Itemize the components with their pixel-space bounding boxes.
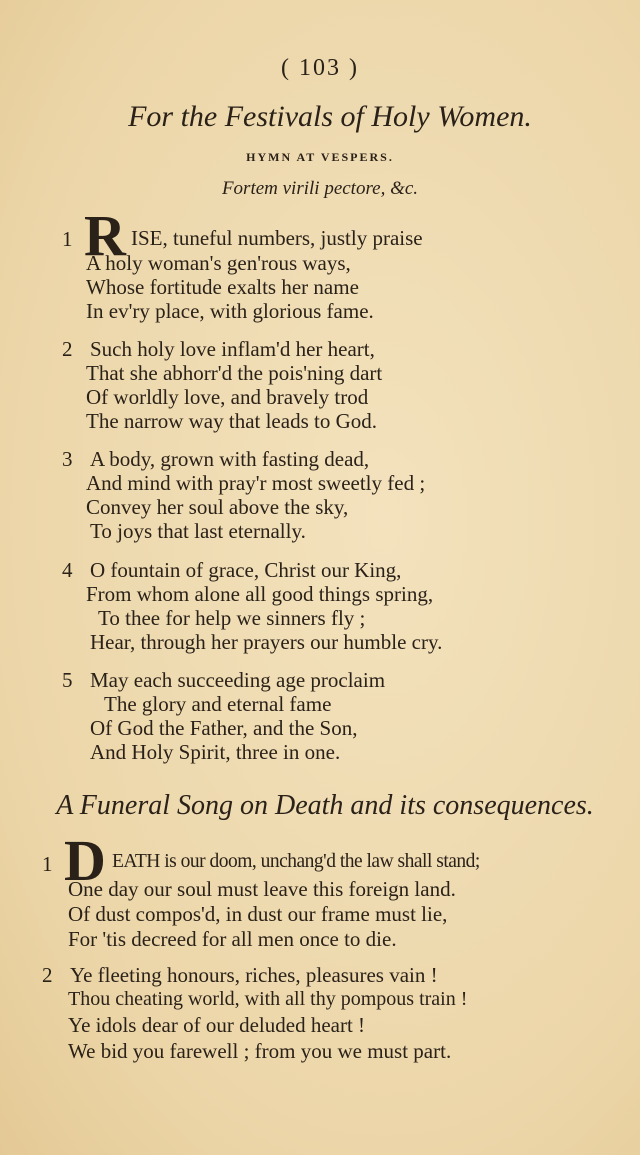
stanza-line: And Holy Spirit, three in one. xyxy=(90,740,341,764)
stanza-line: Thou cheating world, with all thy pompous train ! xyxy=(68,988,468,1010)
stanza-line: In ev'ry place, with glorious fame. xyxy=(86,299,374,323)
stanza-line: For 'tis decreed for all men once to die. xyxy=(68,927,397,951)
stanza-line: Such holy love inflam'd her heart, xyxy=(90,337,375,361)
stanza-line: Of dust compos'd, in dust our frame must lie, xyxy=(68,902,448,926)
stanza-number: 4 xyxy=(62,558,73,582)
stanza-line: A body, grown with fasting dead, xyxy=(90,447,370,471)
latin-incipit: Fortem virili pectore, &c. xyxy=(221,178,419,199)
stanza-line: One day our soul must leave this foreign land. xyxy=(68,877,456,901)
section-title-holy-women: For the Festivals of Holy Women. xyxy=(128,100,532,133)
stanza-line: Hear, through her prayers our humble cry. xyxy=(90,630,443,654)
stanza-line: May each succeeding age proclaim xyxy=(90,668,386,692)
stanza-line: Of God the Father, and the Son, xyxy=(90,716,358,740)
stanza-number: 2 xyxy=(42,963,53,987)
drop-cap: R xyxy=(84,203,126,268)
section-title-funeral-song: A Funeral Song on Death and its consequences. xyxy=(56,790,594,821)
stanza-line: To joys that last eternally. xyxy=(90,519,306,543)
stanza-line: We bid you farewell ; from you we must part. xyxy=(68,1039,452,1063)
stanza-line: That she abhorr'd the pois'ning dart xyxy=(86,361,383,385)
stanza-line: The narrow way that leads to God. xyxy=(86,409,377,433)
stanza-line: Of worldly love, and bravely trod xyxy=(86,385,369,409)
hymn-subtitle: HYMN AT VESPERS. xyxy=(246,150,394,164)
stanza-line: From whom alone all good things spring, xyxy=(86,582,434,606)
stanza-number: 1 xyxy=(62,227,73,251)
stanza-number: 1 xyxy=(42,852,53,876)
stanza-line: Convey her soul above the sky, xyxy=(86,495,349,519)
stanza-number: 5 xyxy=(62,668,73,692)
stanza-first-line: ISE, tuneful numbers, justly praise xyxy=(131,226,423,250)
stanza-line: O fountain of grace, Christ our King, xyxy=(90,558,402,582)
stanza-line: And mind with pray'r most sweetly fed ; xyxy=(86,471,426,495)
stanza-number: 3 xyxy=(62,447,73,471)
stanza-line: Whose fortitude exalts her name xyxy=(86,275,359,299)
stanza-line: Ye fleeting honours, riches, pleasures vain ! xyxy=(70,963,438,987)
stanza-line: Ye idols dear of our deluded heart ! xyxy=(68,1013,366,1037)
stanza-number: 2 xyxy=(62,337,73,361)
stanza-first-line: EATH is our doom, unchang'd the law shall stand; xyxy=(112,851,480,872)
stanza-line: The glory and eternal fame xyxy=(104,692,332,716)
page-number: ( 103 ) xyxy=(281,55,359,81)
drop-cap: D xyxy=(64,828,106,893)
stanza-line: To thee for help we sinners fly ; xyxy=(98,606,366,630)
stanza-line: A holy woman's gen'rous ways, xyxy=(86,251,351,275)
